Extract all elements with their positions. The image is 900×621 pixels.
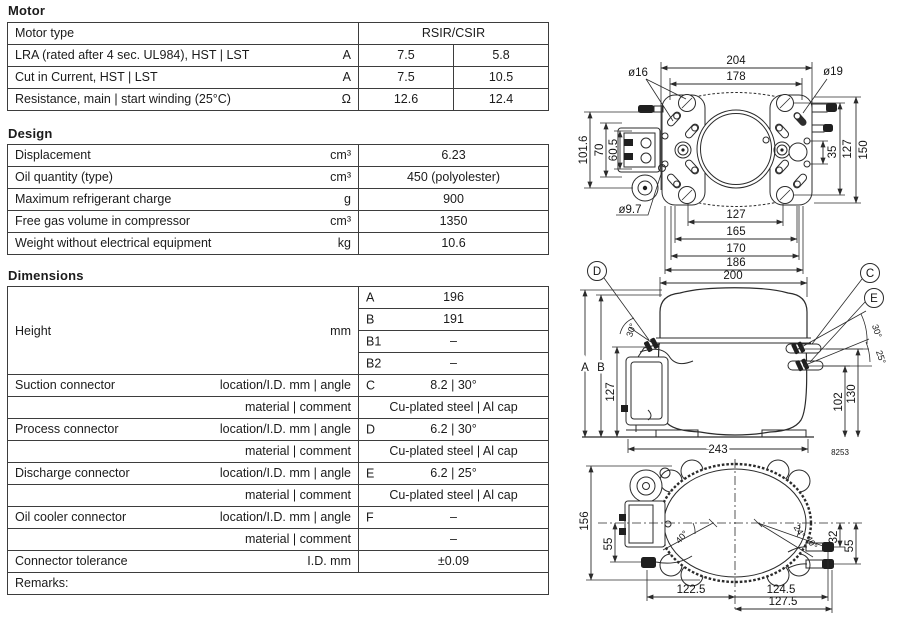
terminal-box	[618, 128, 660, 172]
material-value: Cu-plated steel | Al cap	[359, 397, 549, 419]
dim-value: 196	[443, 290, 464, 304]
dim-130-label: 130	[846, 384, 858, 404]
material-label: material | comment	[244, 532, 351, 546]
angle-c-label: 30°	[869, 323, 884, 340]
dim-127-bottom-label: 127	[726, 209, 746, 221]
dim-127-label: 127	[605, 382, 617, 402]
angle-mid-label: 24°	[791, 522, 808, 540]
table-row	[8, 287, 549, 309]
dim-127-5-label: 127.5	[768, 596, 798, 608]
dim-124-5-label: 124.5	[766, 584, 796, 596]
design-section-title: Design	[8, 126, 53, 141]
side-view-dimensions	[580, 290, 863, 457]
row-label: Cut in Current, HST | LST	[15, 70, 158, 84]
table-row	[8, 189, 549, 211]
dim-60-5-label: 60.5	[608, 138, 620, 162]
motor-section-title: Motor	[8, 3, 46, 18]
row-unit: cm³	[330, 148, 351, 162]
motor-type-value-cell: RSIR/CSIR	[359, 23, 549, 45]
height-entry-cell	[359, 287, 549, 309]
table-row	[8, 507, 549, 529]
row-label: Weight without electrical equipment	[15, 236, 212, 250]
row-label: LRA (rated after 4 sec. UL984), HST | LST	[15, 48, 250, 62]
table-row	[8, 23, 549, 45]
dimensions-table	[7, 286, 549, 595]
height-entry-cell	[359, 353, 549, 375]
motor-table	[7, 22, 549, 111]
material-label: material | comment	[244, 400, 351, 414]
terminal-box-bottom	[619, 501, 671, 547]
value-cell: 1350	[359, 211, 549, 233]
table-row	[8, 145, 549, 167]
dim-102-label: 102	[833, 392, 845, 412]
height-entry-cell	[359, 309, 549, 331]
spec-label: location/I.D. mm | angle	[219, 378, 351, 392]
dim-value: –	[450, 510, 457, 524]
value-cell: 5.8	[454, 45, 549, 67]
dim-key: B	[366, 312, 375, 326]
row-label: Discharge connector	[15, 466, 130, 480]
table-row	[8, 89, 549, 111]
dim-value: 6.2 | 30°	[430, 422, 477, 436]
dim-key: E	[366, 466, 375, 480]
row-label: Suction connector	[15, 378, 116, 392]
table-row	[8, 463, 549, 485]
svg-text:E: E	[870, 293, 878, 305]
dim-key: D	[366, 422, 376, 436]
dimensions-section-title: Dimensions	[8, 268, 84, 283]
dim-value: –	[450, 356, 457, 370]
label-b: B	[597, 362, 605, 374]
dim-204-label: 204	[726, 55, 746, 67]
dim-243-label: 243	[708, 444, 728, 456]
row-unit: A	[342, 70, 351, 84]
angle-d-label: 30°	[624, 322, 639, 339]
dim-55-left-label: 55	[603, 537, 615, 551]
material-value: –	[359, 529, 549, 551]
value-cell: 7.5	[359, 67, 454, 89]
table-row	[8, 551, 549, 573]
table-row	[8, 211, 549, 233]
row-label: Free gas volume in compressor	[15, 214, 191, 228]
table-row	[8, 167, 549, 189]
row-unit: cm³	[330, 170, 351, 184]
dim-value: –	[450, 334, 457, 348]
spec-label: location/I.D. mm | angle	[219, 422, 351, 436]
table-row	[8, 529, 549, 551]
dim-165-label: 165	[726, 226, 746, 238]
table-row	[8, 67, 549, 89]
bottom-view-drawing	[579, 459, 862, 613]
table-row	[8, 45, 549, 67]
value-cell: 10.6	[359, 233, 549, 255]
angle-right-label: 40°	[803, 533, 820, 551]
drawing-ref-number: 8253	[831, 448, 849, 457]
svg-text:C: C	[865, 268, 875, 280]
row-label: Motor type	[15, 26, 75, 40]
motor-type-label-cell	[8, 23, 359, 45]
dim-178-label: 178	[726, 71, 746, 83]
svg-text:D: D	[592, 266, 602, 278]
compressor-side-outline	[582, 288, 888, 437]
dim-35-label: 35	[827, 145, 839, 159]
dim-150-label: 150	[858, 140, 870, 160]
electrical-box	[621, 344, 670, 432]
dim-key: F	[366, 510, 374, 524]
dim-key: C	[366, 378, 376, 392]
side-view-drawing	[580, 262, 888, 458]
table-row	[8, 397, 549, 419]
top-view-drawing	[578, 55, 870, 274]
row-unit: g	[344, 192, 351, 206]
table-row	[8, 419, 549, 441]
dia-9-7-label: ø9.7	[618, 204, 642, 216]
datasheet-tables	[7, 0, 548, 595]
value-cell: 6.23	[359, 145, 549, 167]
compressor-top-outline	[618, 93, 837, 207]
dim-156-label: 156	[579, 511, 591, 531]
height-entry-cell	[359, 331, 549, 353]
angle-e-label: 25°	[873, 349, 888, 366]
dim-value: 191	[443, 312, 464, 326]
value-cell: 450 (polyolester)	[359, 167, 549, 189]
dim-186-label: 186	[726, 257, 746, 269]
table-row	[8, 573, 549, 595]
angle-left-label: 40°	[673, 528, 691, 546]
material-value: Cu-plated steel | Al cap	[359, 485, 549, 507]
dim-200-label: 200	[723, 270, 743, 282]
material-label: material | comment	[244, 444, 351, 458]
dim-170-label: 170	[726, 243, 746, 255]
row-unit: A	[342, 48, 351, 62]
dim-key: B1	[366, 334, 382, 348]
row-label: Oil quantity (type)	[15, 170, 113, 184]
dia-16-label: ø16	[628, 67, 648, 79]
remarks-cell: Remarks:	[8, 573, 549, 595]
material-value: Cu-plated steel | Al cap	[359, 441, 549, 463]
table-row	[8, 233, 549, 255]
table-row	[8, 441, 549, 463]
dim-122-5-label: 122.5	[676, 584, 706, 596]
spec-label: location/I.D. mm | angle	[219, 510, 351, 524]
row-unit: I.D. mm	[307, 554, 351, 568]
value-cell: 7.5	[359, 45, 454, 67]
dim-70-label: 70	[594, 143, 606, 157]
dia-19-label: ø19	[823, 66, 843, 78]
row-unit: Ω	[341, 92, 351, 106]
compressor-bottom-outline	[598, 459, 862, 612]
dim-key: A	[366, 290, 375, 304]
material-label: material | comment	[244, 488, 351, 502]
dim-value: 8.2 | 30°	[430, 378, 477, 392]
value-cell: ±0.09	[359, 551, 549, 573]
dim-key: B2	[366, 356, 382, 370]
row-label: Displacement	[15, 148, 91, 162]
row-unit: cm³	[330, 214, 351, 228]
row-label: Maximum refrigerant charge	[15, 192, 172, 206]
value-cell: 12.6	[359, 89, 454, 111]
value-cell: 10.5	[454, 67, 549, 89]
row-label: Oil cooler connector	[15, 510, 127, 524]
table-row	[8, 375, 549, 397]
dim-value: 6.2 | 25°	[430, 466, 477, 480]
dim-55-right-label: 55	[844, 539, 856, 553]
spec-label: location/I.D. mm | angle	[219, 466, 351, 480]
row-label: Resistance, main | start winding (25°C)	[15, 92, 231, 106]
callout-d	[588, 262, 650, 341]
row-label: Height	[15, 324, 52, 338]
height-label-cell	[8, 287, 359, 375]
row-unit: mm	[330, 324, 351, 338]
design-table	[7, 144, 549, 255]
label-a: A	[581, 362, 589, 374]
right-pins	[812, 103, 837, 132]
dim-32-label: 32	[828, 530, 840, 544]
row-label: Connector tolerance	[15, 554, 128, 568]
technical-drawings	[550, 0, 900, 621]
table-row	[8, 485, 549, 507]
row-label: Process connector	[15, 422, 119, 436]
row-unit: kg	[337, 236, 351, 250]
dim-127-right-label: 127	[842, 139, 854, 159]
value-cell: 900	[359, 189, 549, 211]
dim-101-6-label: 101.6	[578, 135, 590, 165]
value-cell: 12.4	[454, 89, 549, 111]
